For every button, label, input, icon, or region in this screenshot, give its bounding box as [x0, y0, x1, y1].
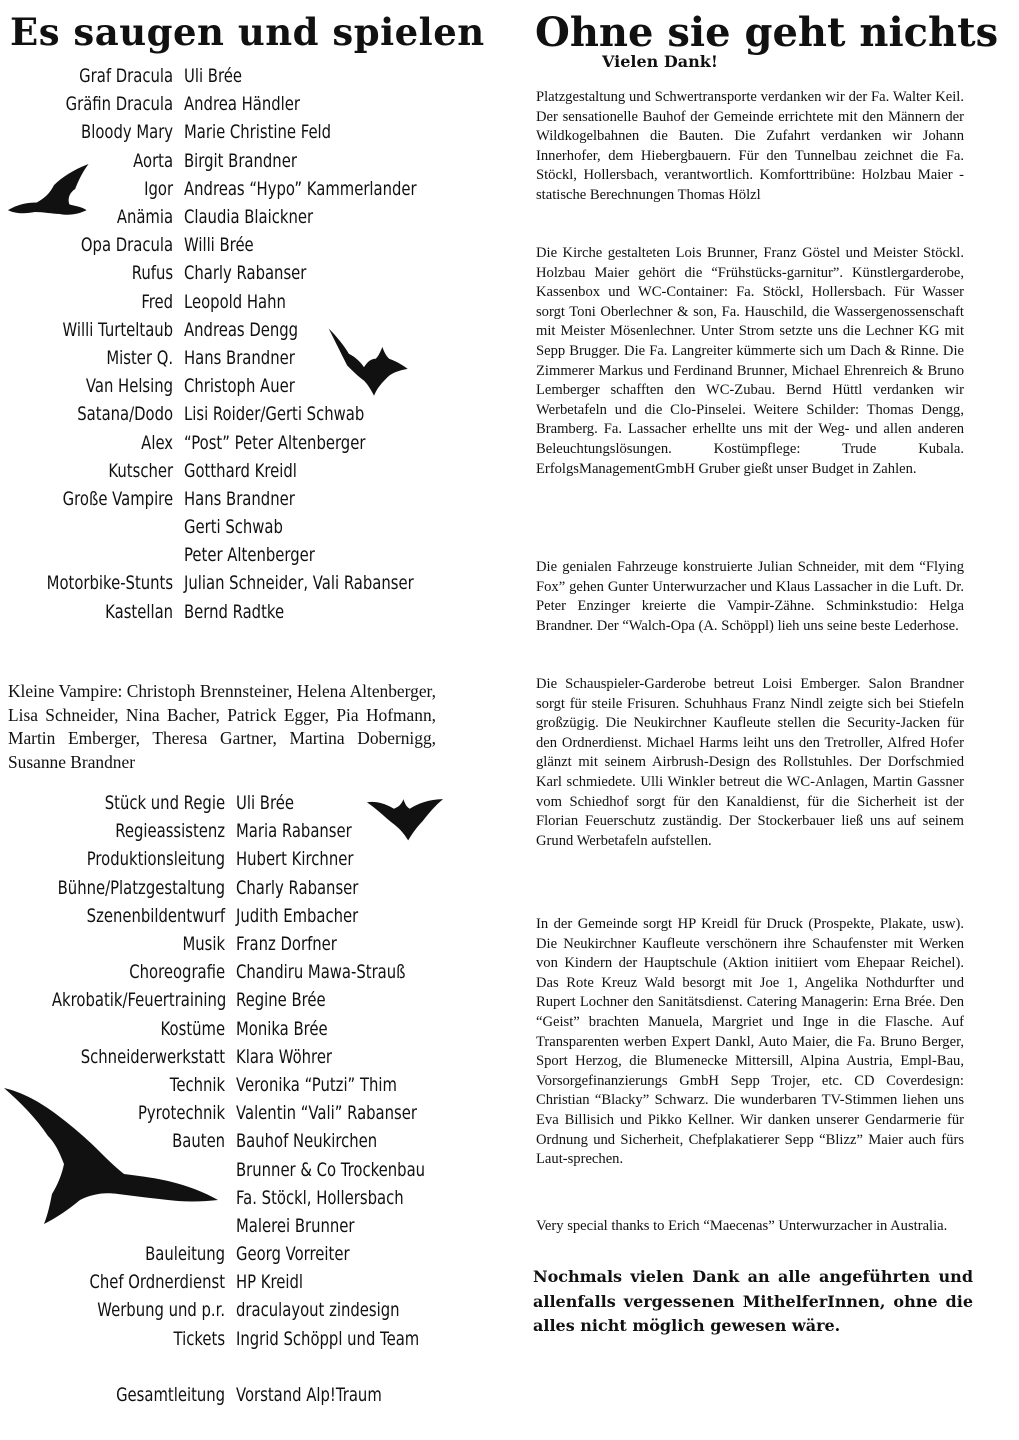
- bat-icon: [327, 325, 411, 401]
- cast-actor: Andreas “Hypo” Kammerlander: [184, 177, 417, 200]
- cast-actor: Hans Brandner: [184, 487, 295, 510]
- cast-role: Mister Q.: [106, 346, 174, 369]
- cast-role: Igor: [144, 177, 174, 200]
- cast-actor: Gerti Schwab: [184, 516, 283, 539]
- crew-name: Brunner & Co Trockenbau: [236, 1158, 426, 1181]
- cast-row: [0, 372, 505, 400]
- bat-icon: [0, 1078, 222, 1228]
- crew-name: Chandiru Mawa-Strauß: [236, 961, 406, 984]
- cast-role: Aorta: [133, 149, 174, 172]
- crew-role: Produktionsleitung: [86, 848, 226, 871]
- crew-name: Hubert Kirchner: [236, 848, 354, 871]
- crew-name: Ingrid Schöppl und Team: [236, 1327, 420, 1350]
- crew-row: [0, 1240, 505, 1268]
- thanks-paragraph: Die Schauspieler-Garderobe betreut Loisi Emberger. Salon Brandner sorgt für steile Frisuren. Schuhhaus Franz Nindl zeigte sich bei Stiefeln großzügig. Die Neukirchner Kaufleute stellen die Security-Jacken für den Ordnerdienst. Michael Harms leiht uns den Tretroller, Alfred Hofer glänzt mit seinem Airbrush-Design des Rollstuhles. Der Dorfschmied Karl schmiedete. Ulli Winkler betreut die WC-Anlagen, Martin Gassner vom Schiedhof sorgt für den Kanaldienst, für die Sicherheit ist der Florian Feuerschutz zuständig. Der Stockerbauer ließ uns auf seinem Grund Werbetafeln aufstellen.: [536, 676, 964, 849]
- crew-name: HP Kreidl: [236, 1271, 304, 1294]
- cast-row: [0, 428, 505, 456]
- cast-actor: Lisi Roider/Gerti Schwab: [184, 403, 365, 426]
- crew-role: Bauten: [172, 1130, 226, 1153]
- cast-heading: Es saugen und spielen: [10, 10, 485, 54]
- crew-role: Choreografie: [129, 961, 226, 984]
- cast-role: Van Helsing: [85, 375, 174, 398]
- thanks-heading: Ohne sie geht nichts: [535, 9, 999, 56]
- cast-role: Alex: [141, 431, 174, 454]
- cast-row: [0, 316, 505, 344]
- cast-actor: Julian Schneider, Vali Rabanser: [184, 572, 414, 595]
- crew-name: Bauhof Neukirchen: [236, 1130, 378, 1153]
- crew-role: Tickets: [173, 1327, 226, 1350]
- crew-name: Valentin “Vali” Rabanser: [236, 1102, 417, 1125]
- thanks-paragraph: In der Gemeinde sorgt HP Kreidl für Druck (Prospekte, Plakate, usw). Die Neukirchner Kaufleute verschönern ihre Schaufenster mit Werken von Kindern der Hauptschule (Aktion initiiert vom Ehepaar Reichel). Das Rote Kreuz Wald besorgt mit Joe 1, Angelika Nothdurfter und Rupert Lochner den Sanitätsdienst. Catering Managerin: Erna Brée. Den “Geist” brachten Manuela, Margriet und Inge in die Flasche. Auf Transparenten werben Expert Dankl, Auto Maier, die Fa. Bruno Berger, Sport Herzog, die Blumenecke Mittersill, Alpina Austria, Empl-Bau, Vorsorgefinanzierungs GmbH Sepp Trojer, etc. CD Coverdesign: Christian “Blacky” Schwarz. Die wunderbaren TV-Stimmen liehen uns Eva Billisich und Pikko Kellner. Wir danken unserer Gendarmerie für Ordnung und Sicherheit, Chefplakatierer Sepp “Blizz” Maier auch fürs Laut-sprechen.: [536, 916, 964, 1168]
- cast-role: Große Vampire: [62, 487, 174, 510]
- cast-actor: Birgit Brandner: [184, 149, 297, 172]
- crew-role: Regieassistenz: [115, 820, 226, 843]
- crew-row: [0, 1043, 505, 1071]
- crew-row: [0, 874, 505, 902]
- cast-actor: Marie Christine Feld: [184, 121, 332, 144]
- bat-icon: [6, 158, 102, 220]
- crew-name: Uli Brée: [236, 792, 294, 815]
- cast-row: [0, 90, 505, 118]
- crew-role: Chef Ordnerdienst: [89, 1271, 226, 1294]
- crew-row: [0, 986, 505, 1014]
- cast-row: [0, 62, 505, 90]
- cast-row: [0, 513, 505, 541]
- crew-role: Bauleitung: [145, 1243, 226, 1266]
- spacer: [0, 1353, 505, 1381]
- crew-row: [0, 902, 505, 930]
- crew-role: Werbung und p.r.: [97, 1299, 226, 1322]
- cast-role: Motorbike-Stunts: [46, 572, 174, 595]
- crew-name: Fa. Stöckl, Hollersbach: [236, 1186, 404, 1209]
- cast-row: [0, 457, 505, 485]
- crew-row: [0, 958, 505, 986]
- cast-actor: Leopold Hahn: [184, 290, 286, 313]
- cast-actor: “Post” Peter Altenberger: [184, 431, 366, 454]
- thanks-paragraph: Platzgestaltung und Schwertransporte verdanken wir der Fa. Walter Keil. Der sensationelle Bauhof der Gemeinde errichtete mit den Männern der Wildkogelbahnen die Bauten. Die Zufahrt verdanken wir Johann Innerhofer, dem Hiebergbauern. Für den Tunnelbau zeichnet die Fa. Stöckl, Hollersbach, verantwortlich. Komforttribüne: Holzbau Maier - statische Berechnungen Thomas Hölzl: [536, 89, 964, 203]
- cast-row: [0, 598, 505, 626]
- crew-name: Malerei Brunner: [236, 1214, 355, 1237]
- crew-role: Kostüme: [160, 1017, 226, 1040]
- crew-role: Gesamtleitung: [116, 1383, 226, 1406]
- bat-icon: [365, 796, 445, 842]
- crew-row: [0, 1325, 505, 1353]
- cast-role: Rufus: [131, 262, 174, 285]
- crew-row-gesamtleitung: [0, 1381, 505, 1409]
- cast-role: Graf Dracula: [79, 65, 174, 88]
- cast-list: [0, 62, 505, 626]
- cast-role: Kastellan: [105, 600, 174, 623]
- closing-statement: Nochmals vielen Dank an alle angeführten und allenfalls vergessenen MithelferInnen, ohne die alles nicht möglich gewesen wäre.: [533, 1267, 973, 1335]
- crew-name: Veronika “Putzi” Thim: [236, 1073, 397, 1096]
- cast-actor: Peter Altenberger: [184, 544, 315, 567]
- cast-row: [0, 541, 505, 569]
- cast-row: [0, 485, 505, 513]
- cast-role: Gräfin Dracula: [65, 93, 174, 116]
- crew-role: Schneiderwerkstatt: [80, 1045, 226, 1068]
- crew-name: Charly Rabanser: [236, 876, 359, 899]
- crew-role: Pyrotechnik: [137, 1102, 226, 1125]
- cast-role: Fred: [141, 290, 174, 313]
- crew-name: Vorstand Alp!Traum: [236, 1383, 382, 1406]
- cast-row: [0, 569, 505, 597]
- cast-row: [0, 259, 505, 287]
- crew-name: Franz Dorfner: [236, 933, 337, 956]
- crew-name: Georg Vorreiter: [236, 1243, 350, 1266]
- cast-row: [0, 118, 505, 146]
- cast-actor: Christoph Auer: [184, 375, 295, 398]
- crew-role: Akrobatik/Feuertraining: [51, 989, 227, 1012]
- crew-role: Stück und Regie: [104, 792, 226, 815]
- crew-row: [0, 1296, 505, 1324]
- crew-role: Musik: [182, 933, 226, 956]
- crew-row: [0, 1268, 505, 1296]
- crew-name: Monika Brée: [236, 1017, 328, 1040]
- thanks-paragraph: Die Kirche gestalteten Lois Brunner, Franz Göstel und Meister Stöckl. Holzbau Maier gehört die “Frühstücks-garnitur”. Künstlergarderobe, Kassenbox und WC-Container: Fa. Stöckl, Hollersbach. Für Wasser sorgt Toni Oberlechner & son, Fa. Hauschild, die Wassergenossenschaft mit Meister Mösenlechner. Unter Strom setzte uns die Lechner KG mit Sepp Brugger. Die Fa. Langreiter kümmerte sich um Dach & Rinne. Die Zimmerer Markus und Ferdinand Brunner, Michael Ehrenreich & Bruno Lemberger schafften den WC-Zubau. Bernd Hüttl verdanken wir Werbetafeln und die Clo-Pinselei. Weitere Schilder: Thomas Dengg, Bramberg. Fa. Lassacher erhellte uns mit der Weg- und allen anderen Beleuchtungslösungen. Kostümpflege: Trude Kubala. ErfolgsManagementGmbH Gruber gießt unser Budget in Zahlen.: [536, 245, 964, 477]
- cast-role: Anämia: [116, 206, 174, 229]
- cast-actor: Andrea Händler: [184, 93, 300, 116]
- crew-role: Szenenbildentwurf: [86, 904, 226, 927]
- cast-row: [0, 231, 505, 259]
- cast-row: [0, 400, 505, 428]
- cast-role: Satana/Dodo: [77, 403, 174, 426]
- crew-name: Maria Rabanser: [236, 820, 352, 843]
- cast-actor: Uli Brée: [184, 65, 242, 88]
- cast-role: Kutscher: [108, 459, 174, 482]
- cast-actor: Gotthard Kreidl: [184, 459, 297, 482]
- cast-actor: Claudia Blaickner: [184, 206, 314, 229]
- cast-row: [0, 288, 505, 316]
- cast-role: Opa Dracula: [80, 234, 174, 257]
- cast-actor: Willi Brée: [184, 234, 254, 257]
- crew-role: Technik: [169, 1073, 226, 1096]
- thanks-subheading: Vielen Dank!: [602, 52, 718, 71]
- crew-row: [0, 1015, 505, 1043]
- kleine-vampire-paragraph: Kleine Vampire: Christoph Brennsteiner, Helena Altenberger, Lisa Schneider, Nina Bacher, Patrick Egger, Pia Hofmann, Martin Emberger, Theresa Gartner, Martina Dobernigg, Susanne Brandner: [8, 681, 436, 772]
- cast-role: Bloody Mary: [81, 121, 174, 144]
- crew-name: draculayout zindesign: [236, 1299, 400, 1322]
- cast-actor: Andreas Dengg: [184, 318, 299, 341]
- cast-row: [0, 344, 505, 372]
- cast-actor: Hans Brandner: [184, 346, 295, 369]
- crew-name: Judith Embacher: [236, 904, 359, 927]
- crew-role: Bühne/Platzgestaltung: [57, 876, 226, 899]
- thanks-paragraph: Very special thanks to Erich “Maecenas” Unterwurzacher in Australia.: [536, 1218, 948, 1234]
- cast-role: Willi Turteltaub: [62, 318, 174, 341]
- crew-name: Klara Wöhrer: [236, 1045, 333, 1068]
- crew-row: [0, 930, 505, 958]
- crew-name: Regine Brée: [236, 989, 326, 1012]
- crew-row: [0, 845, 505, 873]
- cast-actor: Charly Rabanser: [184, 262, 307, 285]
- cast-actor: Bernd Radtke: [184, 600, 285, 623]
- thanks-paragraph: Die genialen Fahrzeuge konstruierte Julian Schneider, mit dem “Flying Fox” gehen Gunter Unterwurzacher und Klaus Lassacher in die Luft. Dr. Peter Enzinger kreierte die Vampir-Zähne. Schminkstudio: Helga Brandner. Der “Walch-Opa (A. Schöppl) lieh uns seine beste Lederhose.: [536, 559, 964, 634]
